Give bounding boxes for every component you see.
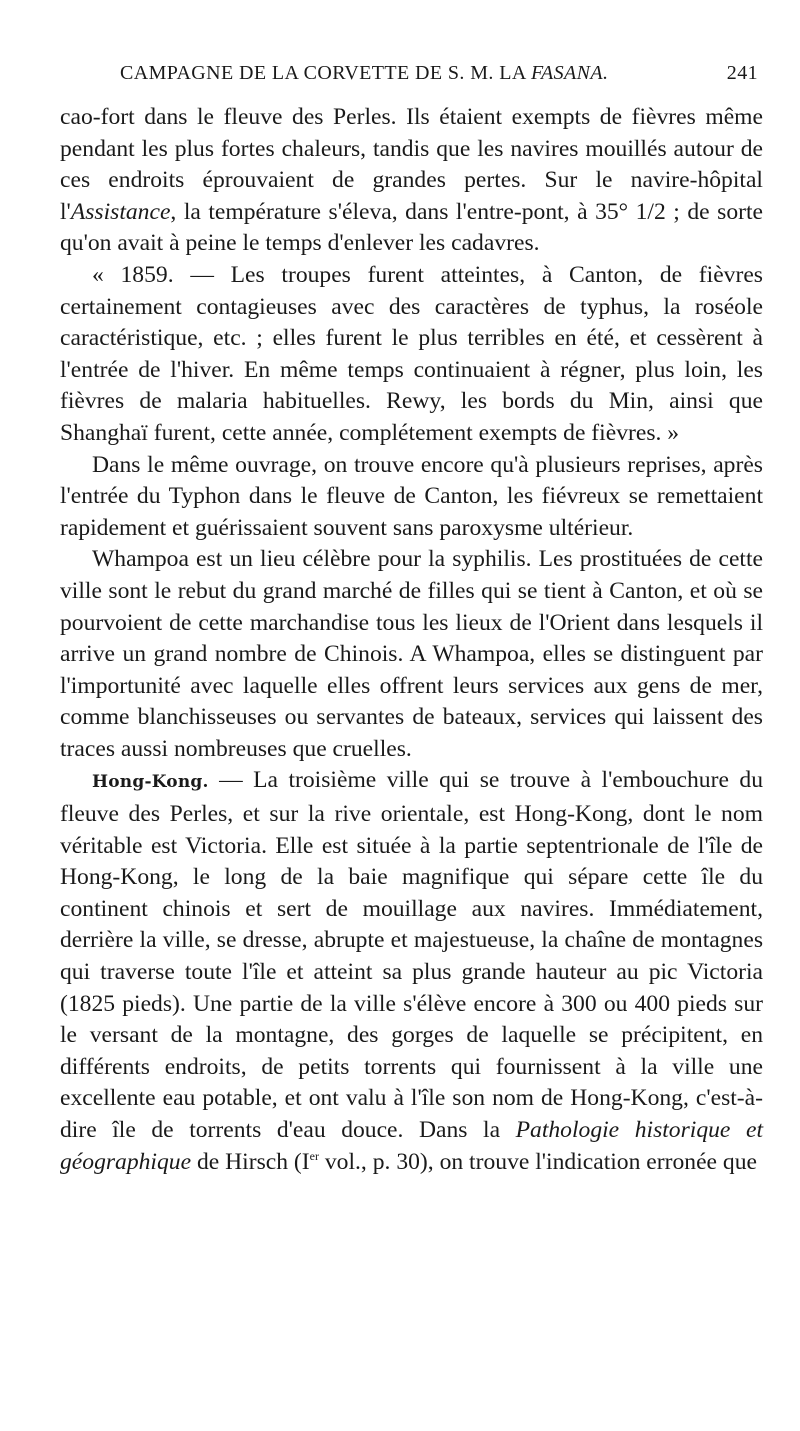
paragraph-1-italic: Assistance: [70, 198, 171, 225]
running-title: [120, 62, 608, 85]
paragraph-2: « 1859. — Les troupes furent atteintes, à Canton, de fièvres certainement contagieuses avec des caractères de typhus, la roséole caractéristique, etc. ; elles furent le plus terribles en été, et cessèrent à l'entrée de l'hiver. En même temps continuaient à régner, plus loin, les fièvres de malaria habituelles. Rewy, les bords du Min, ainsi que Shanghaï furent, cette année, complétement exempts de fièvres. »: [60, 261, 763, 446]
ship-name: FASANA.: [530, 62, 609, 84]
paragraph-5-end: vol., p. 30), on trouve l'indication erronée que: [318, 1148, 757, 1175]
superscript: er: [309, 1148, 319, 1163]
body-text: [60, 102, 763, 1178]
paragraph-1-text: cao-fort dans le fleuve des Perles. Ils étaient exempts de fièvres même pendant les plus fortes chaleurs, tandis que les navires mouillés autour de ces endroits éprouvaient de grandes pertes. Sur le navire-hôpital l': [60, 104, 763, 225]
running-title-text: CAMPAGNE DE LA CORVETTE DE S. M. LA: [120, 62, 531, 84]
paragraph-5-text: — La troisième ville qui se trouve à l'embouchure du fleuve des Perles, et sur la rive orientale, est Hong-Kong, dont le nom véritable est Victoria. Elle est située à la partie septentrionale de l'île de Hong-Kong, le long de la baie magnifique qui sépare cette île du continent chinois et sert de mouillage aux navires. Immédiatement, derrière la ville, se dresse, abrupte et majestueuse, la chaîne de montagnes qui traverse toute l'île et atteint sa plus grande hauteur au pic Victoria (1825 pieds). Une partie de la ville s'élève encore à 300 ou 400 pieds sur le versant de la montagne, des gorges de laquelle se précipitent, en différents endroits, de petits torrents qui fournissent à la ville une excellente eau potable, et ont valu à l'île son nom de Hong-Kong, c'est-à-dire île de torrents d'eau douce. Dans la: [60, 767, 763, 1143]
paragraph-1: [60, 102, 763, 260]
section-run-in-heading: Hong-Kong.: [92, 772, 209, 793]
paragraph-5-mid: de Hirsch (I: [191, 1148, 310, 1175]
page-header: [60, 62, 758, 92]
page-number: 241: [726, 62, 758, 84]
paragraph-3: Dans le même ouvrage, on trouve encore qu'à plusieurs reprises, après l'entrée du Typhon dans le fleuve de Canton, les fiévreux se remettaient rapidement et guérissaient souvent sans paroxysme ultérieur.: [60, 451, 763, 541]
paragraph-1-end: , la température s'éleva, dans l'entre-pont, à 35° 1/2 ; de sorte qu'on avait à peine le temps d'enlever les cadavres.: [60, 198, 763, 257]
paragraph-4: Whampoa est un lieu célèbre pour la syphilis. Les prostituées de cette ville sont le rebut du grand marché de filles qui se tient à Canton, et où se pourvoient de cette marchandise tous les lieux de l'Orient dans lesquels il arrive un grand nombre de Chinois. A Whampoa, elles se distinguent par l'importunité avec laquelle elles offrent leurs services aux gens de mer, comme blanchisseuses ou servantes de bateaux, services qui laissent des traces aussi nombreuses que cruelles.: [60, 546, 763, 762]
paragraph-5-italic: Pathologie historique et géographique: [60, 1117, 763, 1175]
paragraph-5: [60, 765, 763, 1178]
